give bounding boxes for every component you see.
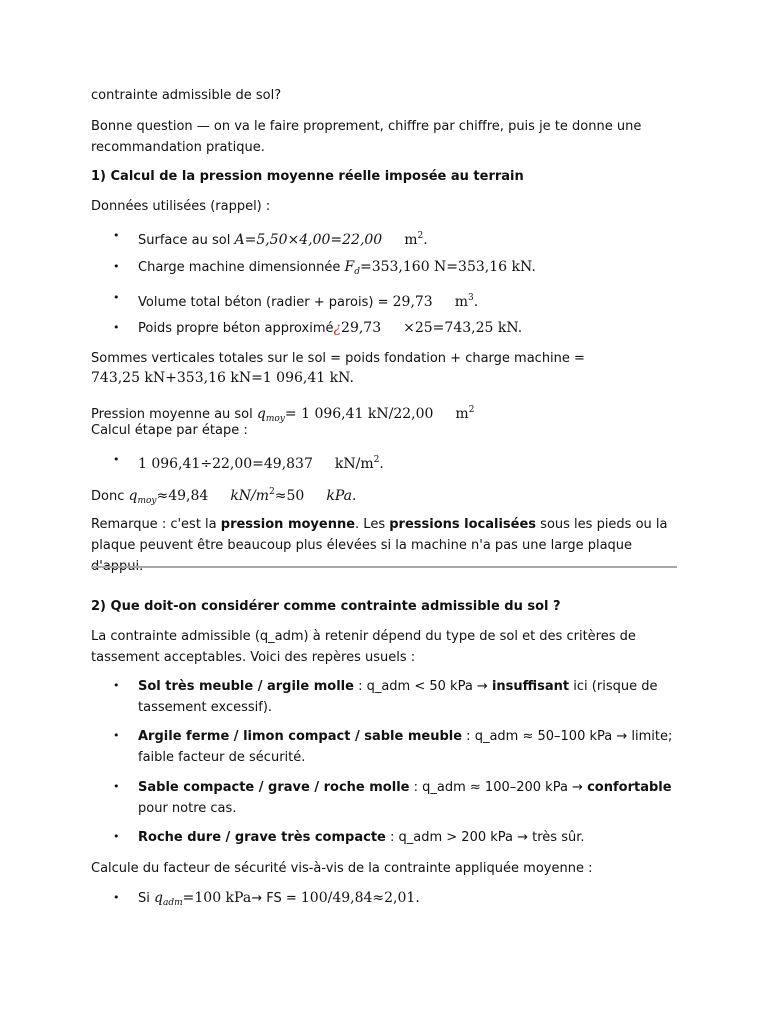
item-formula: $F_d=353,160$ N=353,16 kN. bbox=[344, 259, 536, 277]
data-item-weight bbox=[138, 318, 678, 339]
soil-item: Roche dure / grave très compacte : q_adm > 200 kPa → très sûr. bbox=[138, 830, 585, 845]
bullet-dot: • bbox=[113, 453, 120, 466]
soil-item: Argile ferme / limon compact / sable meuble : q_adm ≈ 50–100 kPa → limite; faible facteur de sécurité. bbox=[138, 729, 673, 765]
section1-title: 1) Calcul de la pression moyenne réelle imposée au terrain bbox=[91, 169, 524, 184]
fs-formula: Si $q_{adm}=100$ kPa→ FS = 100/49,84≈2,01. bbox=[138, 890, 420, 908]
sum-formula: 743,25 kN+353,16 kN=1 096,41 kN. bbox=[91, 370, 354, 386]
data-item-surface bbox=[138, 226, 678, 251]
bullet-dot: • bbox=[113, 780, 120, 793]
bullet-dot: • bbox=[113, 321, 120, 334]
horizontal-divider bbox=[91, 566, 677, 568]
bullet-dot: • bbox=[113, 729, 120, 742]
item-formula: ¿29,73 ×25=743,25 kN. bbox=[333, 320, 523, 336]
soil-item: Sol très meuble / argile molle : q_adm < 50 kPa → insuffisant ici (risque de tassement excessif). bbox=[138, 679, 658, 715]
data-item-volume bbox=[138, 288, 678, 313]
intro-question: contrainte admissible de sol? bbox=[91, 88, 282, 103]
item-label: Surface au sol bbox=[138, 233, 231, 248]
remark: Remarque : c'est la pression moyenne. Les pressions localisées sous les pieds ou la plaque peuvent être beaucoup plus élevées si la machine n'a pas une large plaque d'appui. bbox=[91, 517, 668, 574]
donc-line: Donc $q_{moy}\approx 49,84$ $kN/m^2\approx 50$ kPa. bbox=[91, 487, 357, 506]
section2-title: 2) Que doit-on considérer comme contrainte admissible du sol ? bbox=[91, 599, 561, 614]
item-formula: A=5,50×4,00=22,00 $m^2$. bbox=[234, 231, 428, 248]
bullet-dot: • bbox=[113, 229, 120, 242]
step-formula: 1 096,41÷22,00=49,837 $kN/m^2$. bbox=[138, 455, 384, 472]
bullet-dot: • bbox=[113, 291, 120, 304]
soil-item: Sable compacte / grave / roche molle : q_adm ≈ 100–200 kPa → confortable pour notre cas. bbox=[138, 780, 672, 816]
bullet-dot: • bbox=[113, 679, 120, 692]
data-label: Données utilisées (rappel) : bbox=[91, 199, 271, 214]
data-item-charge bbox=[138, 257, 678, 283]
bullet-dot: • bbox=[113, 891, 120, 904]
step-label: Calcul étape par étape : bbox=[91, 423, 248, 438]
item-formula: 29,73 $m^3$. bbox=[392, 293, 479, 310]
sum-text: Sommes verticales totales sur le sol = poids fondation + charge machine = bbox=[91, 351, 585, 366]
pressure-line: Pression moyenne au sol $q_{moy}= 1$ 096,41 kN/22,00 $m^2$ bbox=[91, 405, 475, 424]
bullet-dot: • bbox=[113, 260, 120, 273]
fs-intro: Calcule du facteur de sécurité vis-à-vis de la contrainte appliquée moyenne : bbox=[91, 861, 593, 876]
section2-intro: La contrainte admissible (q_adm) à retenir dépend du type de sol et des critères de tassement acceptables. Voici des repères usuels : bbox=[91, 629, 636, 665]
item-label: Poids propre béton approximé bbox=[138, 321, 334, 336]
item-label: Volume total béton (radier + parois) = bbox=[138, 295, 389, 310]
item-label: Charge machine dimensionnée bbox=[138, 260, 341, 275]
bullet-dot: • bbox=[113, 830, 120, 843]
intro-answer: Bonne question — on va le faire proprement, chiffre par chiffre, puis je te donne une recommandation pratique. bbox=[91, 119, 642, 155]
